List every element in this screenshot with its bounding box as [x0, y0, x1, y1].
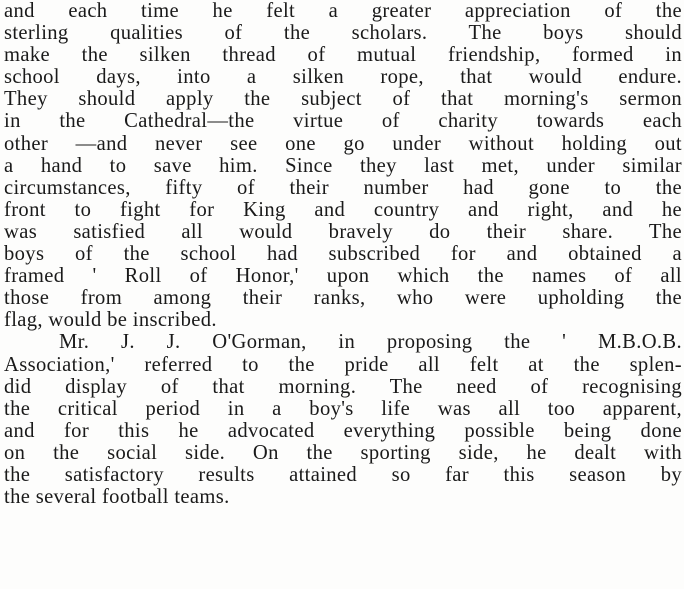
text-line: the satisfactory results attained so far this season by — [4, 463, 682, 486]
text-line: those from among their ranks, who were upholding the — [4, 287, 682, 310]
text-line: and each time he felt a greater appreciation of the — [4, 0, 682, 22]
text-line: sterling qualities of the scholars. The boys should — [4, 22, 682, 45]
text-line: was satisfied all would bravely do their share. The — [4, 220, 682, 243]
text-line: Mr. J. J. O'Gorman, in proposing the ' M.B.O.B. — [59, 331, 682, 354]
text-line: in the Cathedral—the virtue of charity towards each — [4, 110, 682, 133]
text-line: framed ' Roll of Honor,' upon which the names of all — [4, 265, 682, 288]
text-line: other —and never see one go under without holding out — [4, 132, 682, 155]
text-line: make the silken thread of mutual friendship, formed in — [4, 44, 682, 67]
paragraph-1 — [4, 0, 682, 331]
text-line: and for this he advocated everything possible being done — [4, 419, 682, 442]
text-line: circumstances, fifty of their number had gone to the — [4, 176, 682, 199]
article-column — [4, 0, 682, 508]
paragraph-2 — [4, 331, 682, 508]
text-line: Association,' referred to the pride all felt at the splen- — [4, 353, 682, 376]
text-line: school days, into a silken rope, that would endure. — [4, 66, 682, 89]
text-line: the critical period in a boy's life was all too apparent, — [4, 397, 682, 420]
text-line: They should apply the subject of that morning's sermon — [4, 88, 682, 111]
text-line: a hand to save him. Since they last met, under similar — [4, 154, 682, 177]
text-line: front to fight for King and country and right, and he — [4, 198, 682, 221]
text-line: boys of the school had subscribed for and obtained a — [4, 243, 682, 266]
text-line: did display of that morning. The need of recognising — [4, 375, 682, 398]
text-line: the several football teams. — [4, 486, 230, 509]
text-line: flag, would be inscribed. — [4, 309, 217, 332]
text-line: on the social side. On the sporting side, he dealt with — [4, 441, 682, 464]
